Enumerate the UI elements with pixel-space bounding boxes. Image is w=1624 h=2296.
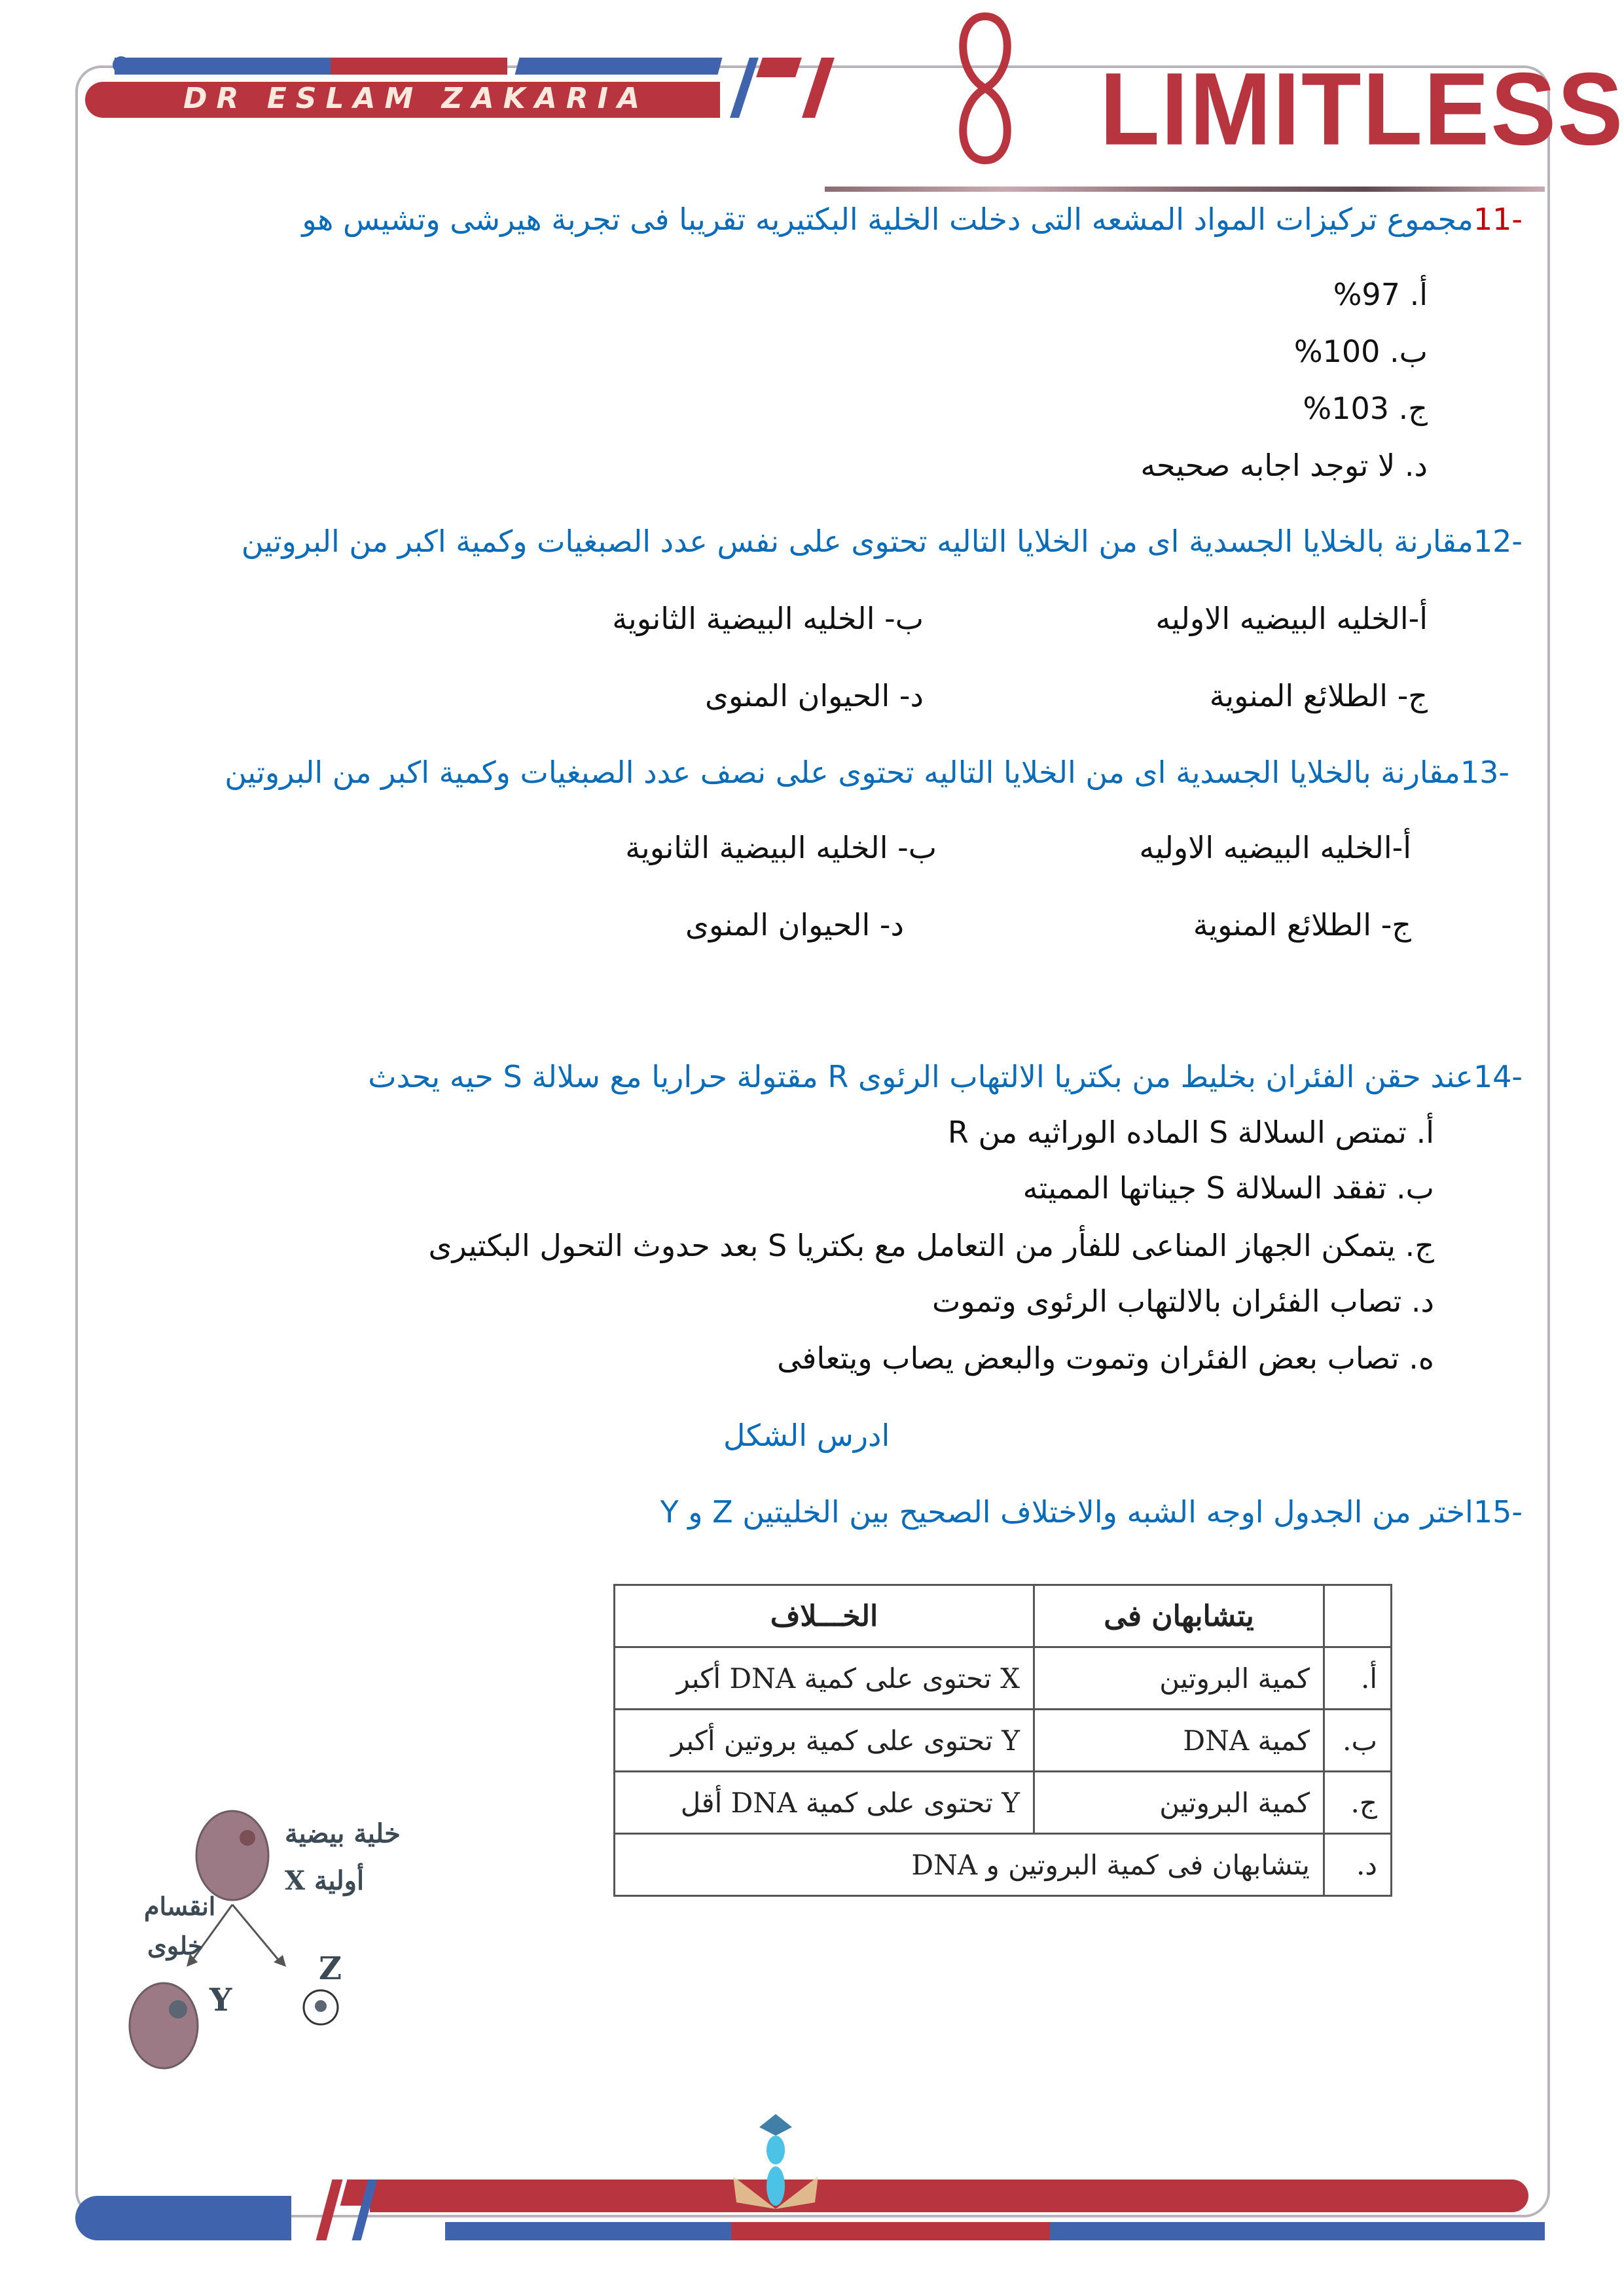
primary-label: خلية بيضية	[285, 1818, 401, 1849]
question-number: -14	[1473, 1059, 1523, 1094]
row-label: ب.	[1324, 1710, 1392, 1772]
option: ب. 100%	[1293, 334, 1428, 369]
study-figure-label: ادرس الشكل	[723, 1418, 890, 1453]
question-text: اختر من الجدول اوجه الشبه والاختلاف الصحيح بين الخليتين Z و Y	[660, 1494, 1473, 1530]
table-header-row	[615, 1585, 1392, 1647]
option: ج- الطلائع المنوية	[1193, 907, 1411, 942]
option: أ-الخليه البيضيه الاوليه	[1139, 830, 1411, 865]
division-label: خلوى	[147, 1931, 204, 1960]
cell-z-label: Z	[319, 1950, 342, 1987]
question-15	[660, 1494, 1523, 1530]
graduate-book-logo-icon	[720, 2111, 831, 2222]
cell: Y تحتوى على كمية بروتين أكبر	[615, 1710, 1034, 1772]
question-14	[368, 1059, 1523, 1094]
question-number: -11	[1473, 202, 1523, 237]
cell: كمية DNA	[1034, 1710, 1324, 1772]
cell: Y تحتوى على كمية DNA أقل	[615, 1772, 1034, 1834]
option: أ-الخليه البيضيه الاوليه	[1155, 601, 1428, 636]
brand-logo: LIMITLESS	[1100, 50, 1624, 167]
table-header	[1324, 1585, 1392, 1647]
cell: X تحتوى على كمية DNA أكبر	[615, 1647, 1034, 1710]
table-row[interactable]	[615, 1834, 1392, 1896]
question-text: مجموع تركيزات المواد المشعه التى دخلت الخلية البكتيريه تقريبا فى تجربة هيرشى وتشيس هو	[302, 202, 1473, 237]
cell: كمية البروتين	[1034, 1772, 1324, 1834]
table-header: يتشابهان فى	[1034, 1585, 1324, 1647]
footer-stripe	[75, 2196, 291, 2240]
cell: كمية البروتين	[1034, 1647, 1324, 1710]
option: د- الحيوان المنوى	[704, 678, 924, 713]
footer-stripe	[370, 2179, 1528, 2212]
question-13	[225, 755, 1509, 790]
question-text: مقارنة بالخلايا الجسدية اى من الخلايا التاليه تحتوى على نصف عدد الصبغيات وكمية اكبر من البروتين	[225, 755, 1460, 790]
footer-stripe	[445, 2222, 1545, 2240]
option: ج. 103%	[1303, 391, 1428, 426]
option: أ. تمتص السلالة S الماده الوراثيه من R	[947, 1115, 1434, 1150]
table-row[interactable]	[615, 1772, 1392, 1834]
row-label: ج.	[1324, 1772, 1392, 1834]
primary-oocyte-icon	[196, 1811, 268, 1900]
option: ب- الخليه البيضية الثانوية	[612, 601, 924, 636]
author-name: DR ESLAM ZAKARIA	[183, 82, 649, 115]
header-stripe	[515, 58, 723, 75]
option: د. تصاب الفئران بالالتهاب الرئوى وتموت	[931, 1283, 1434, 1319]
primary-label: أولية X	[285, 1865, 365, 1896]
question-number: -13	[1460, 755, 1509, 790]
comparison-table	[613, 1584, 1392, 1897]
option: أ. 97%	[1333, 277, 1428, 312]
option: ج- الطلائع المنوية	[1209, 678, 1428, 713]
division-label: انقسام	[144, 1892, 216, 1921]
option: ب. تفقد السلالة S جيناتها المميته	[1022, 1170, 1434, 1206]
option: ب- الخليه البيضية الثانوية	[625, 830, 937, 865]
secondary-oocyte-icon	[130, 1983, 198, 2068]
question-number: -12	[1473, 524, 1523, 559]
cell-y-label: Y	[209, 1982, 232, 2018]
row-label: د.	[1324, 1834, 1392, 1896]
option: د. لا توجد اجابه صحيحه	[1140, 448, 1428, 483]
question-11	[302, 202, 1523, 237]
option: ه. تصاب بعض الفئران وتموت والبعض يصاب ويتعافى	[777, 1340, 1434, 1376]
question-text: مقارنة بالخلايا الجسدية اى من الخلايا التاليه تحتوى على نفس عدد الصبغيات وكمية اكبر من البروتين	[241, 524, 1473, 559]
option: د- الحيوان المنوى	[685, 907, 904, 942]
header-underline	[825, 187, 1545, 192]
infinity-logo-icon	[943, 10, 1028, 167]
table-row[interactable]	[615, 1710, 1392, 1772]
row-label: أ.	[1324, 1647, 1392, 1710]
header-stripe	[331, 58, 507, 75]
question-number: -15	[1473, 1494, 1523, 1530]
question-12	[242, 524, 1523, 559]
question-text: عند حقن الفئران بخليط من بكتريا الالتهاب الرئوى R مقتولة حراريا مع سلالة S حيه يحدث	[368, 1059, 1473, 1094]
table-row[interactable]	[615, 1647, 1392, 1710]
header-dot	[113, 56, 130, 73]
cell: يتشابهان فى كمية البروتين و DNA	[615, 1834, 1324, 1896]
table-header: الخـــلاف	[615, 1585, 1034, 1647]
header-slash	[756, 58, 802, 77]
option: ج. يتمكن الجهاز المناعى للفأر من التعامل مع بكتريا S بعد حدوث التحول البكتيرى	[428, 1228, 1434, 1263]
